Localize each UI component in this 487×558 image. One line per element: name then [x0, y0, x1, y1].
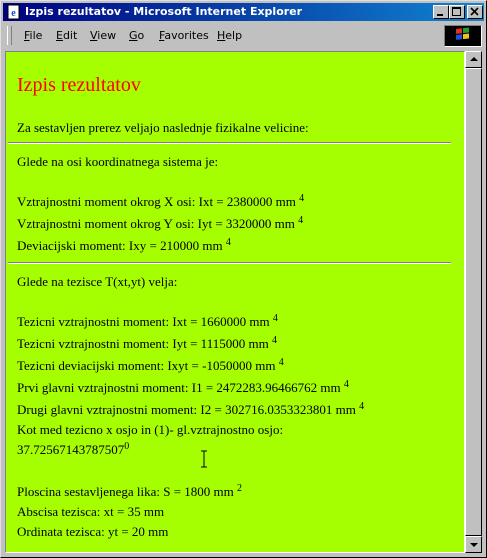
result-exponent: 4 — [343, 379, 349, 390]
result-text: Prvi glavni vztrajnostni moment: I1 = 2472283.96466762 mm — [17, 380, 341, 395]
windows-logo-icon — [445, 26, 481, 46]
result-line — [17, 442, 129, 460]
ie-page-icon — [6, 4, 22, 20]
maximize-icon — [450, 6, 464, 18]
result-text: Tezicni vztrajnostni moment: Iyt = 1115000 mm — [17, 336, 269, 351]
result-exponent: 0 — [124, 441, 130, 452]
result-text: Vztrajnostni moment okrog Y osi: Iyt = 3320000 mm — [17, 216, 295, 231]
intro-text: Za sestavljen prerez veljajo naslednje fizikalne velicine: — [17, 120, 309, 135]
result-text: Deviacijski moment: Ixy = 210000 mm — [17, 238, 223, 253]
result-line — [17, 238, 231, 256]
result-line — [17, 194, 304, 212]
arrow-down-icon — [470, 543, 478, 547]
result-text: Tezicni vztrajnostni moment: Ixt = 1660000 mm — [17, 314, 270, 329]
menu-favorites[interactable]: Favorites — [159, 29, 209, 42]
result-line — [17, 358, 284, 376]
result-exponent: 2 — [237, 483, 242, 494]
arrow-up-icon — [470, 57, 478, 61]
result-exponent: 4 — [299, 193, 305, 204]
result-line — [17, 380, 349, 398]
svg-text:e: e — [11, 8, 16, 19]
result-exponent: 4 — [271, 335, 277, 346]
menu-edit[interactable]: Edit — [56, 29, 78, 42]
result-text: Abscisa tezisca: xt = 35 mm — [17, 504, 165, 519]
menu-go[interactable]: Go — [129, 29, 145, 42]
title-bar[interactable] — [3, 3, 484, 21]
result-text: Ploscina sestavljenega lika: S = 1800 mm — [17, 484, 234, 499]
section2-title: Glede na tezisce T(xt,yt) velja: — [17, 274, 178, 289]
throbber[interactable] — [444, 25, 482, 47]
maximize-button[interactable] — [449, 5, 465, 19]
section1-title: Glede na osi koordinatnega sistema je: — [17, 154, 219, 169]
menu-bar — [3, 23, 484, 49]
menu-grip[interactable] — [7, 26, 12, 45]
result-text: 37.72567143787507 — [17, 442, 125, 457]
vertical-scrollbar[interactable] — [465, 51, 482, 553]
minimize-icon — [434, 6, 448, 18]
result-line — [17, 422, 283, 438]
close-button[interactable] — [467, 5, 483, 19]
separator — [8, 142, 451, 144]
scroll-down-button[interactable] — [465, 536, 482, 553]
result-line — [17, 314, 278, 332]
result-line — [17, 402, 364, 420]
separator — [8, 262, 451, 264]
scroll-up-button[interactable] — [465, 51, 482, 68]
result-line — [17, 524, 168, 540]
menu-file[interactable]: File — [24, 29, 43, 42]
result-exponent: 4 — [272, 313, 278, 324]
window-title: Izpis rezultatov - Microsoft Internet Explorer — [25, 5, 303, 18]
result-exponent: 4 — [298, 215, 304, 226]
result-text: Kot med tezicno x osjo in (1)- gl.vztrajnostno osjo: — [17, 422, 284, 437]
page-content[interactable] — [5, 51, 465, 553]
result-text: Vztrajnostni moment okrog X osi: Ixt = 2380000 mm — [17, 194, 296, 209]
result-text: Tezicni deviacijski moment: Ixyt = -1050000 mm — [17, 358, 276, 373]
result-line — [17, 504, 164, 520]
result-line — [17, 336, 277, 354]
menu-help[interactable]: Help — [217, 29, 243, 42]
result-exponent: 4 — [278, 357, 284, 368]
result-line — [17, 484, 242, 502]
menu-view[interactable]: View — [90, 29, 117, 42]
result-exponent: 4 — [225, 237, 231, 248]
close-icon — [468, 6, 482, 18]
result-exponent: 4 — [359, 401, 365, 412]
text-cursor-icon — [200, 450, 208, 468]
scroll-thumb[interactable] — [465, 68, 482, 536]
page-heading: Izpis rezultatov — [17, 74, 141, 96]
result-text: Drugi glavni vztrajnostni moment: I2 = 302716.0353323801 mm — [17, 402, 356, 417]
minimize-button[interactable] — [433, 5, 449, 19]
result-line — [17, 216, 303, 234]
result-text: Ordinata tezisca: yt = 20 mm — [17, 524, 169, 539]
